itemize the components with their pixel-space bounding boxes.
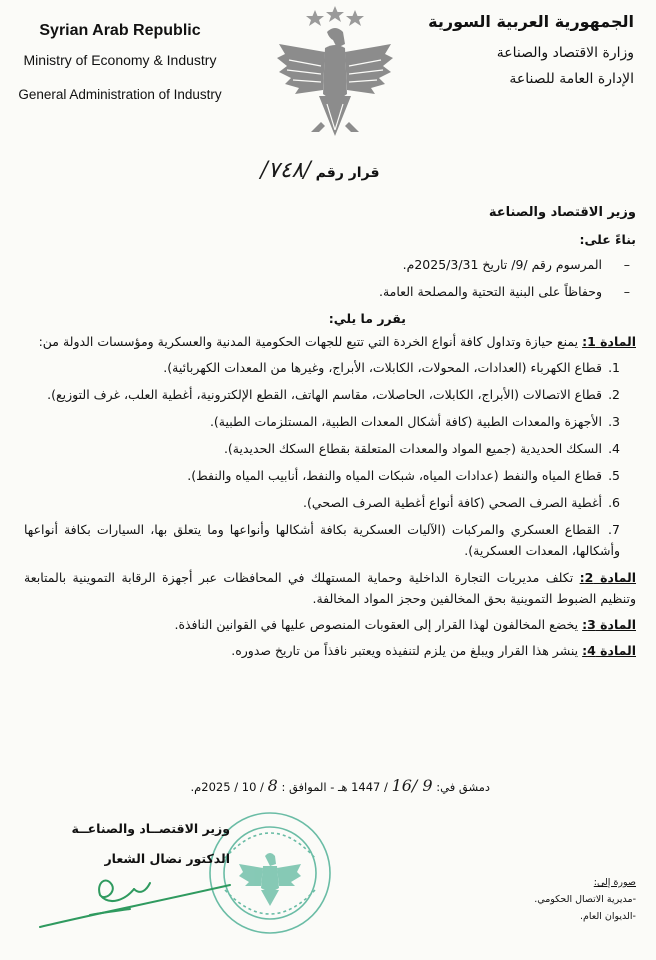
article-title: المادة 2: xyxy=(579,570,637,585)
based-on-heading: بناءً على: xyxy=(579,232,636,247)
preamble-item: – المرسوم رقم /9/ تاريخ 2025/3/31م. xyxy=(24,254,636,275)
greg-rest: / 10 / 2025م. xyxy=(190,780,264,794)
decides-heading: يقرر ما يلي: xyxy=(328,311,406,326)
article-3 xyxy=(24,614,636,635)
country-name-ar: الجمهورية العربية السورية xyxy=(428,12,634,31)
article-title: المادة 1: xyxy=(582,334,636,349)
date-prefix: دمشق في: xyxy=(436,780,490,794)
signatory-name: الدكتور نضال الشعار xyxy=(104,851,230,866)
eagle-emblem-icon xyxy=(275,4,395,142)
administration-name-en: General Administration of Industry xyxy=(18,87,222,102)
issue-date xyxy=(150,776,490,795)
hijri-rest: / 1447 هـ - الموافق : xyxy=(281,780,388,794)
signatory-title: وزير الاقتصــاد والصناعــة xyxy=(71,821,230,836)
administration-name-ar: الإدارة العامة للصناعة xyxy=(509,71,634,87)
handwritten-signature-icon xyxy=(30,855,260,935)
article-title: المادة 3: xyxy=(582,617,636,632)
country-name-en: Syrian Arab Republic xyxy=(39,22,201,39)
decision-number xyxy=(200,158,440,183)
preamble-item: – وحفاظاً على البنية التحتية والمصلحة العامة. xyxy=(24,281,636,302)
article-text: ينشر هذا القرار ويبلغ من يلزم لتنفيذه ويعتبر نافذاً من تاريخ صدوره. xyxy=(231,643,579,658)
article-1-item: 5. قطاع المياه والنفط (عدادات المياه، شبكات المياه والنفط، أنابيب المياه والنفط). xyxy=(187,468,620,483)
article-1-item: 3. الأجهزة والمعدات الطبية (كافة أشكال المعدات الطبية، المستلزمات الطبية). xyxy=(209,414,620,429)
article-4 xyxy=(24,640,636,661)
letterhead-arabic xyxy=(424,12,634,87)
decree-body xyxy=(24,202,636,666)
hijri-handwritten: 9 /16 xyxy=(391,776,433,795)
article-text: يمنع حيازة وتداول كافة أنواع الخردة التي تتبع للجهات الحكومية المدنية والعسكرية ومؤسسات الدولة من: xyxy=(38,334,579,349)
decision-number-handwritten: /٧٤٨/ xyxy=(260,158,311,183)
decision-label: قرار رقم xyxy=(315,165,380,181)
article-1 xyxy=(24,331,636,352)
ministry-name-en: Ministry of Economy & Industry xyxy=(23,52,217,68)
copies-title: صورة إلى: xyxy=(593,877,636,888)
article-1-item: 4. السكك الحديدية (جميع المواد والمعدات المتعلقة بقطاع السكك الحديدية). xyxy=(223,441,620,456)
copies-to xyxy=(486,874,636,925)
article-1-item: 7. القطاع العسكري والمركبات (الآليات العسكرية بكافة أشكالها وأنواعها وما يتعلق بها، السيارات بكافة أنواعها وأشكالها، المعدات العسكرية). xyxy=(24,522,620,558)
article-1-item: 1. قطاع الكهرباء (العدادات، المحولات، الكابلات، الأبراج، وغيرها من المعدات الكهربائية). xyxy=(163,360,620,375)
ministry-name-ar: وزارة الاقتصاد والصناعة xyxy=(496,45,634,61)
greg-day-handwritten: 8 xyxy=(267,776,278,795)
minister-heading: وزير الاقتصاد والصناعة xyxy=(488,205,636,220)
article-1-item: 6. أغطية الصرف الصحي (كافة أنواع أغطية الصرف الصحي). xyxy=(303,495,620,510)
copies-item: -الديوان العام. xyxy=(579,911,636,922)
letterhead-english xyxy=(0,22,240,109)
article-1-item: 2. قطاع الاتصالات (الأبراج، الكابلات، الحاصلات، مقاسم الهاتف، القطع الإلكترونية، أغطية العلب، غرف التوزيع). xyxy=(47,387,620,402)
copies-item: -مديرية الاتصال الحكومي. xyxy=(534,894,636,905)
article-title: المادة 4: xyxy=(582,643,636,658)
article-2 xyxy=(24,567,636,609)
article-text: تكلف مديريات التجارة الداخلية وحماية المستهلك في المحافظات عبر أجهزة الرقابة التموينية بالمتابعة وتنظيم الضبوط التموينية بحق المخالفين وحجز المواد المخالفة. xyxy=(24,570,636,606)
article-text: يخضع المخالفون لهذا القرار إلى العقوبات المنصوص عليها في القوانين النافذة. xyxy=(174,617,579,632)
